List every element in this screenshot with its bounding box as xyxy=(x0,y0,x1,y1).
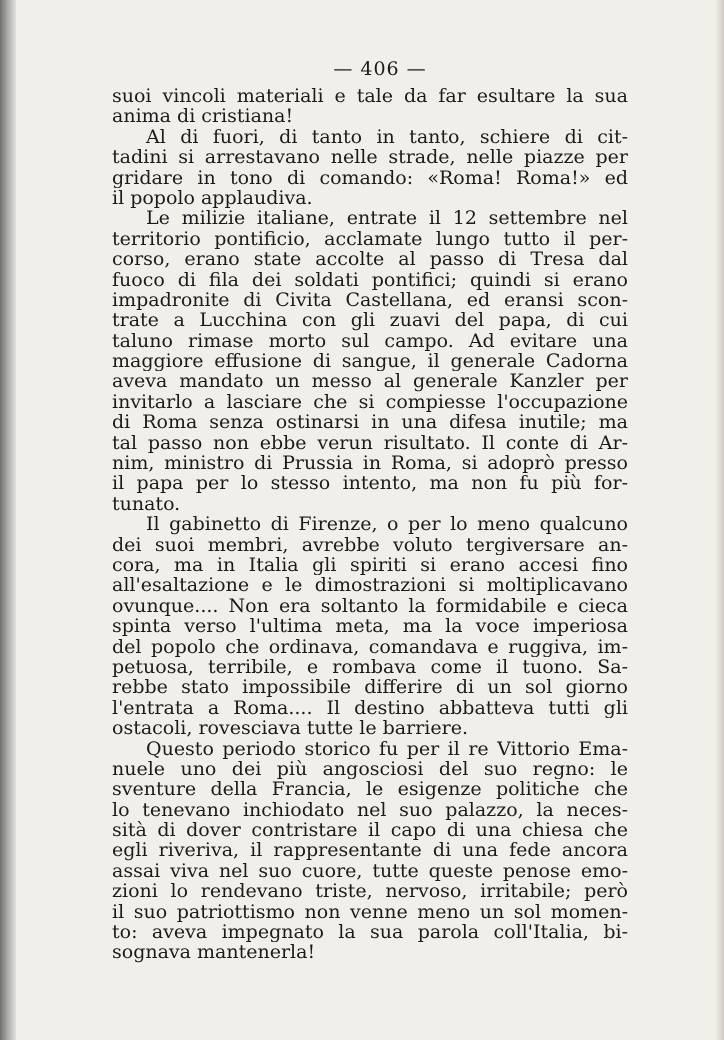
text-line: del popolo che ordinava, comandava e ruggiva, im- xyxy=(112,636,628,657)
text-line: assai viva nel suo cuore, tutte queste penose emo- xyxy=(112,860,628,882)
text-line: l'entrata a Roma.... Il destino abbatteva tutti gli xyxy=(112,697,628,719)
text-line: egli riveriva, il rappresentante di una fede ancora xyxy=(112,840,628,861)
text-line: sità di dover contristare il capo di una chiesa che xyxy=(112,820,628,841)
text-line: di Roma senza ostinarsi in una difesa inutile; ma xyxy=(112,412,628,433)
text-line: suoi vincoli materiali e tale da far esultare la sua xyxy=(112,86,628,107)
text-line: il papa per lo stesso intento, ma non fu più for- xyxy=(112,473,628,494)
text-line: spinta verso l'ultima meta, ma la voce imperiosa xyxy=(112,616,628,637)
page-edge xyxy=(716,0,724,1040)
text-line: cora, ma in Italia gli spiriti si erano accesi fino xyxy=(112,554,628,576)
text-line: to: aveva impegnato la sua parola coll'Italia, bi- xyxy=(112,922,628,943)
text-line: corso, erano state accolte al passo di Tresa dal xyxy=(112,249,628,270)
text-line: ovunque.... Non era soltanto la formidabile e cieca xyxy=(112,595,628,617)
text-line: fuoco di fila dei soldati pontifici; quindi si erano xyxy=(112,269,628,290)
text-line: maggiore effusione di sangue, il generale Cadorna xyxy=(112,351,628,372)
text-line: aveva mandato un messo al generale Kanzler per xyxy=(112,371,628,392)
text-line: invitarlo a lasciare che si compiesse l'occupazione xyxy=(112,391,628,413)
text-line: petuosa, terribile, e rombava come il tuono. Sa- xyxy=(112,656,628,678)
text-line: zioni lo rendevano triste, nervoso, irritabile; però xyxy=(112,881,628,902)
text-line: all'esaltazione e le dimostrazioni si moltiplicavano xyxy=(112,575,628,596)
text-line: taluno rimase morto sul campo. Ad evitare una xyxy=(112,330,628,352)
page-number: — 406 — xyxy=(333,58,427,80)
book-gutter-shadow xyxy=(0,0,16,1040)
body-text xyxy=(112,86,628,963)
text-line: gridare in tono di comando: «Roma! Roma!» ed xyxy=(112,167,628,188)
text-line: nim, ministro di Prussia in Roma, si adoprò presso xyxy=(112,453,628,474)
text-line: impadronite di Civita Castellana, ed eransi scon- xyxy=(112,289,628,311)
text-line: il suo patriottismo non venne meno un sol momen- xyxy=(112,901,628,923)
text-line: anima di cristiana! xyxy=(112,106,294,127)
text-line: territorio pontificio, acclamate lungo tutto il per- xyxy=(112,228,628,250)
text-line: tunato. xyxy=(112,493,181,515)
text-line: dei suoi membri, avrebbe voluto tergiversare an- xyxy=(112,534,628,555)
text-line: sventure della Francia, le esigenze politiche che xyxy=(112,779,628,800)
text-line: nuele uno dei più angosciosi del suo regno: le xyxy=(112,758,628,780)
text-line: Questo periodo storico fu per il re Vittorio Ema- xyxy=(146,738,628,759)
text-line: tal passo non ebbe verun risultato. Il conte di Ar- xyxy=(112,432,628,454)
text-line: il popolo applaudiva. xyxy=(112,187,313,209)
text-line: sognava mantenerla! xyxy=(112,942,316,963)
text-line: trate a Lucchina con gli zuavi del papa, di cui xyxy=(112,310,628,331)
text-line: lo tenevano inchiodato nel suo palazzo, la neces- xyxy=(112,799,628,821)
text-line: rebbe stato impossibile differire di un sol giorno xyxy=(112,677,628,698)
text-line: Al di fuori, di tanto in tanto, schiere di cit- xyxy=(146,126,628,148)
text-line: tadini si arrestavano nelle strade, nelle piazze per xyxy=(112,147,628,168)
text-line: ostacoli, rovesciava tutte le barriere. xyxy=(112,718,468,739)
text-line: Il gabinetto di Firenze, o per lo meno qualcuno xyxy=(146,514,628,535)
text-line: Le milizie italiane, entrate il 12 settembre nel xyxy=(146,208,628,229)
